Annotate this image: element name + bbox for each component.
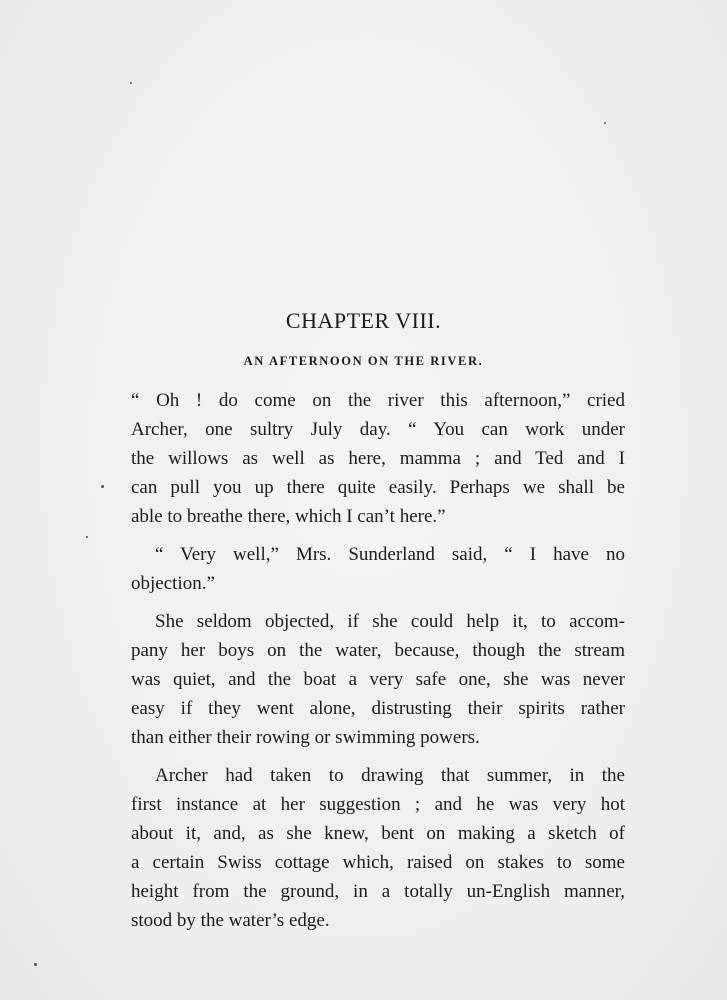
text-line: stood by the water’s edge.	[131, 910, 330, 931]
text-line: a certain Swiss cottage which, raised on stakes to some	[131, 852, 625, 873]
text-line: able to breathe there, which I can’t here.”	[131, 506, 446, 527]
text-line: “ Very well,” Mrs. Sunderland said, “ I have no	[155, 544, 625, 565]
chapter-subtitle: AN AFTERNOON ON THE RIVER.	[243, 354, 484, 368]
text-line: can pull you up there quite easily. Perhaps we shall be	[131, 477, 625, 498]
text-line: “ Oh ! do come on the river this afternoon,” cried	[131, 390, 625, 411]
text-line: than either their rowing or swimming powers.	[131, 727, 480, 748]
text-line: the willows as well as here, mamma ; and Ted and I	[131, 448, 625, 469]
text-line: was quiet, and the boat a very safe one, she was never	[131, 669, 625, 690]
paper-speck	[86, 536, 88, 538]
text-line: first instance at her suggestion ; and he was very hot	[131, 794, 625, 815]
paragraph	[131, 386, 625, 531]
text-line: pany her boys on the water, because, though the stream	[131, 640, 625, 661]
text-line: Archer had taken to drawing that summer, in the	[155, 765, 625, 786]
chapter-title: CHAPTER VIII.	[285, 308, 442, 333]
paragraph	[131, 540, 625, 598]
paper-speck	[34, 963, 37, 966]
paper-speck	[604, 122, 606, 124]
text-line: height from the ground, in a totally un-English manner,	[131, 881, 625, 902]
text-line: about it, and, as she knew, bent on making a sketch of	[131, 823, 625, 844]
paper-speck	[130, 82, 132, 84]
paragraph	[131, 607, 625, 752]
chapter-body	[131, 386, 625, 935]
text-line: She seldom objected, if she could help it, to accom-	[155, 611, 625, 632]
text-line: objection.”	[131, 573, 215, 594]
text-line: easy if they went alone, distrusting their spirits rather	[131, 698, 625, 719]
paragraph	[131, 761, 625, 935]
text-line: Archer, one sultry July day. “ You can work under	[131, 419, 625, 440]
paper-speck	[101, 485, 104, 488]
